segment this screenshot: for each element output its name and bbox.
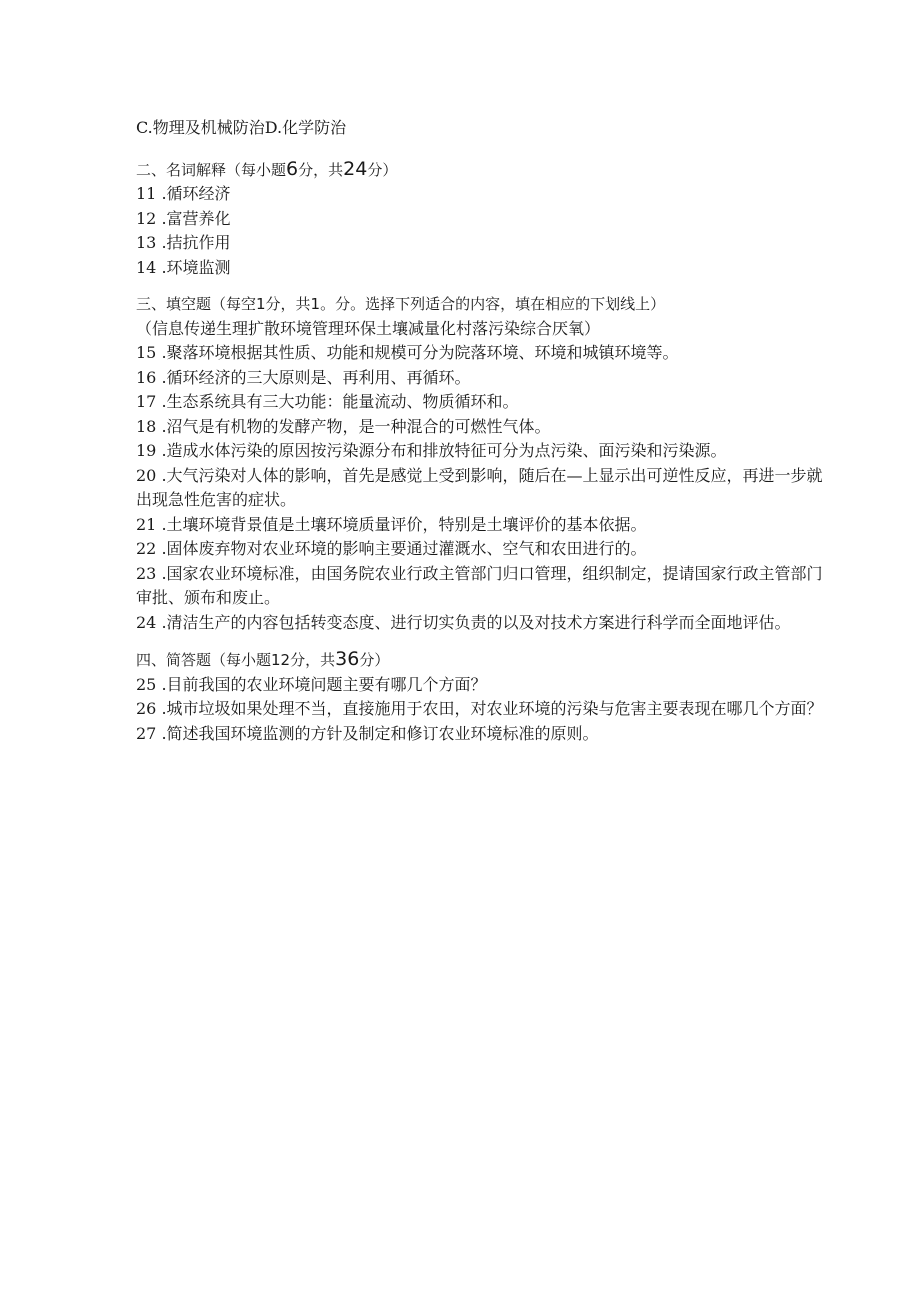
word-bank: （信息传递生理扩散环境管理环保土壤减量化村落污染综合厌氧）: [136, 318, 601, 338]
question-text: .城市垃圾如果处理不当，直接施用于农田，对农业环境的污染与危害主要表现在哪几个方面？: [161, 699, 823, 718]
question-number: 25: [136, 674, 157, 694]
question-item: [136, 341, 836, 366]
question-text: .目前我国的农业环境问题主要有哪几个方面？: [161, 674, 487, 694]
question-text: .循环经济的三大原则是、再利用、再循环。: [161, 367, 471, 387]
question-text: .生态系统具有三大功能：能量流动、物质循环和。: [161, 392, 519, 411]
question-item: [136, 256, 836, 281]
question-item: [136, 415, 836, 440]
exam-page: [136, 116, 836, 746]
heading-total: 24: [343, 157, 368, 180]
question-item: [136, 390, 836, 415]
heading-suffix: 分）: [367, 160, 398, 179]
question-item: [136, 182, 836, 207]
question-item: [136, 231, 836, 256]
question-item: [136, 366, 836, 391]
question-item: [136, 611, 836, 636]
question-text: .清洁生产的内容包括转变态度、进行切实负责的以及对技术方案进行科学而全面地评估。: [161, 612, 791, 632]
question-text: .富营养化: [161, 208, 231, 228]
question-number: 16: [136, 367, 157, 387]
question-number: 18: [136, 416, 157, 436]
section-heading-fill-in: 三、填空题（每空1分，共1。分。选择下列适合的内容，填在相应的下划线上）: [136, 295, 666, 313]
question-text: .循环经济: [161, 184, 231, 203]
question-text: .固体废弃物对农业环境的影响主要通过灌溉水、空气和农田进行的。: [161, 539, 647, 558]
question-text: .聚落环境根据其性质、功能和规模可分为院落环境、环境和城镇环境等。: [161, 343, 679, 362]
question-number: 15: [136, 343, 157, 362]
question-text: .大气污染对人体的影响，首先是感觉上受到影响，随后在—上显示出可逆性反应，再进一步就出现急性危害的症状。: [136, 465, 823, 509]
spacer: [136, 280, 836, 292]
question-text: .土壤环境背景值是土壤环境质量评价，特别是土壤评价的基本依据。: [161, 514, 647, 534]
question-number: 17: [136, 392, 157, 411]
question-text: .造成水体污染的原因按污染源分布和排放特征可分为点污染、面污染和污染源。: [161, 441, 727, 460]
heading-prefix: 四、简答题（每小题: [136, 651, 272, 669]
question-item: [136, 673, 836, 698]
question-number: 14: [136, 257, 157, 277]
question-text: .沼气是有机物的发酵产物，是一种混合的可燃性气体。: [161, 416, 551, 436]
question-number: 19: [136, 441, 157, 460]
question-number: 23: [136, 563, 157, 583]
heading-suffix: 分）: [359, 651, 390, 669]
question-item: [136, 207, 836, 232]
heading-total: 36: [335, 648, 360, 670]
question-item: [136, 513, 836, 538]
question-number: 11: [136, 184, 157, 203]
question-number: 13: [136, 233, 157, 252]
question-number: 22: [136, 539, 157, 558]
question-text: .国家农业环境标准，由国务院农业行政主管部门归口管理，组织制定，提请国家行政主管部门审批、颁布和废止。: [136, 563, 823, 607]
heading-points: 6: [286, 157, 299, 180]
heading-mid: 分，共: [298, 160, 344, 179]
question-number: 24: [136, 612, 157, 632]
question-text: .简述我国环境监测的方针及制定和修订农业环境标准的原则。: [161, 723, 599, 743]
question-number: 20: [136, 465, 157, 485]
question-number: 12: [136, 208, 157, 228]
question-item: [136, 537, 836, 562]
question-number: 26: [136, 699, 157, 718]
options-line: C.物理及机械防治D.化学防治: [136, 118, 347, 137]
heading-prefix: 二、名词解释（每小题: [136, 160, 287, 179]
section-heading-definitions: [136, 157, 836, 183]
question-item: [136, 562, 836, 611]
spacer: [136, 635, 836, 647]
question-item: [136, 697, 836, 722]
heading-mid: 分，共: [290, 651, 336, 669]
question-number: 27: [136, 723, 157, 743]
question-number: 21: [136, 514, 157, 534]
question-item: [136, 722, 836, 747]
question-text: .拮抗作用: [161, 233, 231, 252]
spacer: [136, 141, 836, 157]
question-item: [136, 439, 836, 464]
heading-points: 12: [271, 651, 291, 669]
question-item: [136, 464, 836, 513]
question-text: .环境监测: [161, 257, 231, 277]
section-heading-short-answer: [136, 647, 836, 673]
